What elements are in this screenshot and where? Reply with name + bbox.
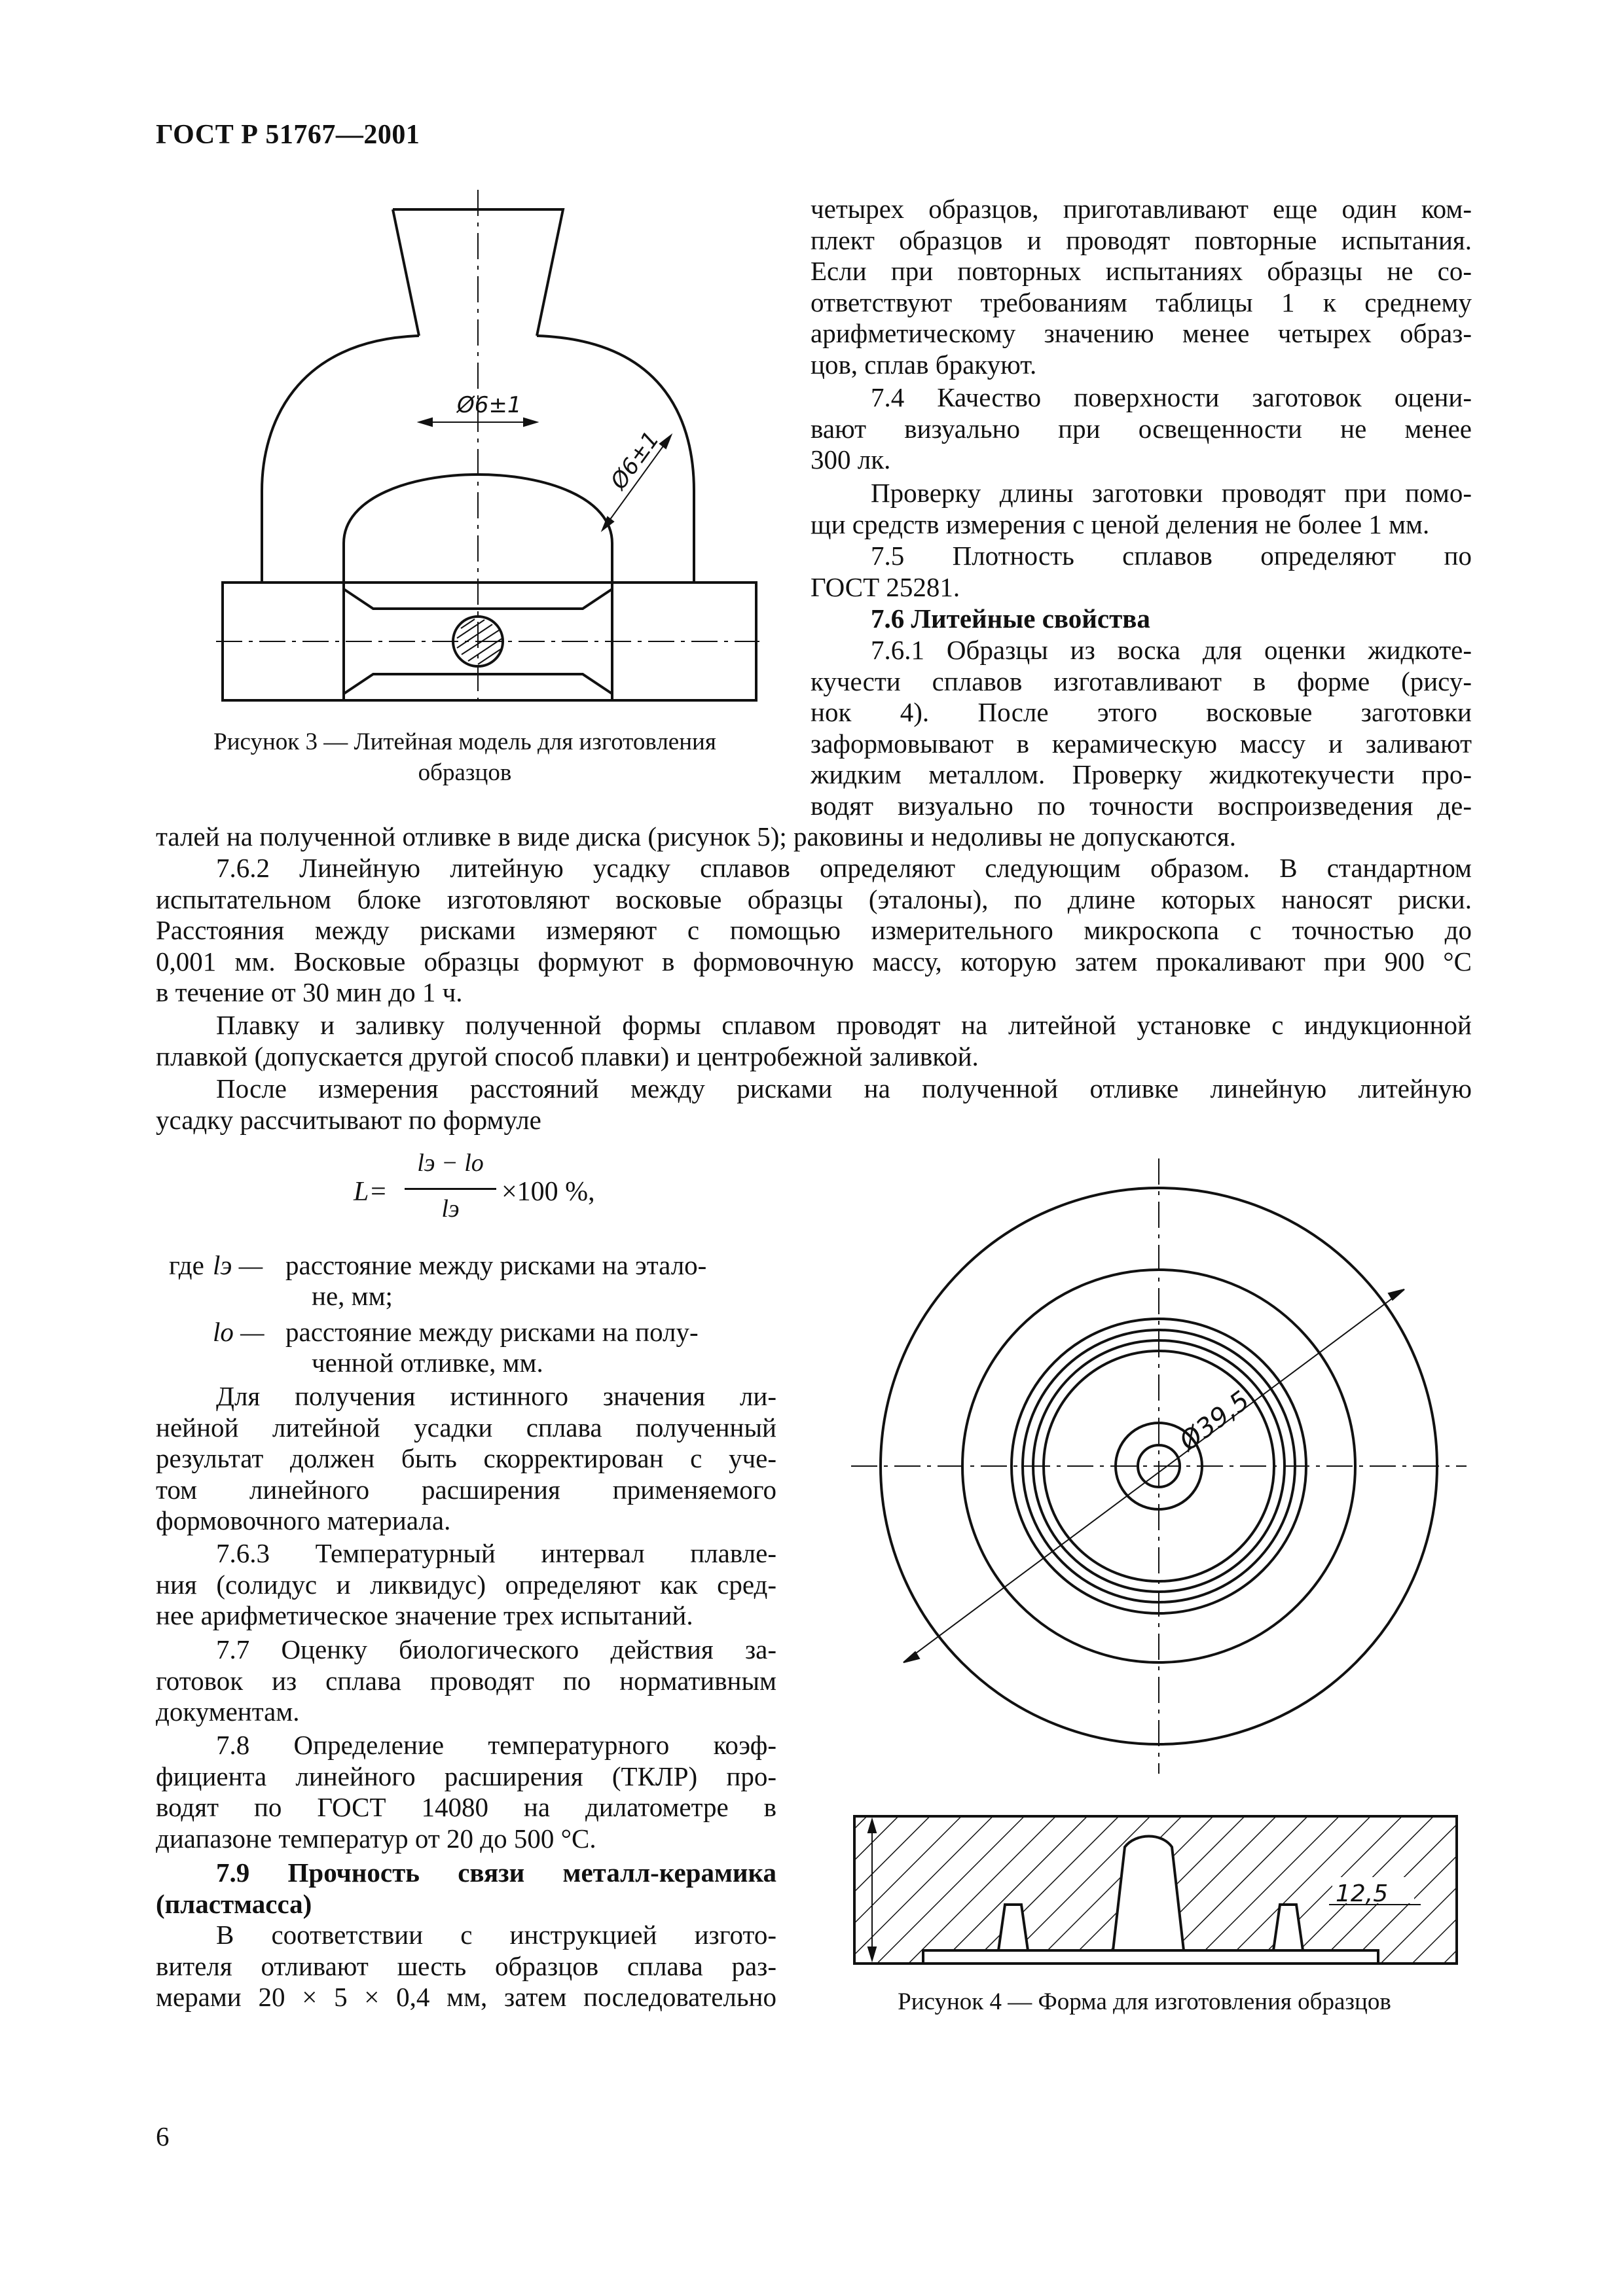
ptrue-line: нейной литейной усадки сплава полученный bbox=[156, 1412, 776, 1443]
h79-line2: (пластмасса) bbox=[156, 1888, 312, 1919]
p77-line: 7.7 Оценку биологического действия за- bbox=[216, 1634, 776, 1664]
p761-line: нок 4). После этого восковые заготовки bbox=[811, 697, 1472, 727]
paragraph-after-measure bbox=[156, 1073, 1472, 1136]
formula-lhs: L= bbox=[354, 1177, 388, 1207]
paragraph-7-4 bbox=[811, 382, 1472, 476]
right-col-continuation bbox=[811, 194, 1472, 380]
p74-line: 7.4 Качество поверхности заготовок оцени- bbox=[871, 382, 1472, 412]
p762-line: Расстояния между рисками измеряют с помощью измерительного микроскопа с точностью до bbox=[156, 915, 1472, 945]
p79-line: вителя отливают шесть образцов сплава раз- bbox=[156, 1950, 776, 1981]
p78-line: диапазоне температур от 20 до 500 °С. bbox=[156, 1823, 596, 1854]
legend-where: где bbox=[169, 1250, 204, 1280]
paragraph-7-6-1 bbox=[811, 635, 1472, 821]
p74-line: 300 лк. bbox=[811, 444, 891, 475]
pafter-line: После измерения расстояний между рисками на полученной отливке линейную литейную bbox=[216, 1073, 1472, 1103]
heading-7-9 bbox=[156, 1857, 776, 1920]
rc-line: Если при повторных испытаниях образцы не со- bbox=[811, 256, 1472, 286]
p75-line: ГОСТ 25281. bbox=[811, 571, 960, 602]
page-number: 6 bbox=[156, 2121, 170, 2151]
rc-line: ответствуют требованиям таблицы 1 к среднему bbox=[811, 287, 1472, 317]
rc-line: плект образцов и проводят повторные испытания. bbox=[811, 224, 1472, 255]
plen-line: щи средств измерения с ценой деления не более 1 мм. bbox=[811, 509, 1430, 539]
fig3-dim-a: Ø6±1 bbox=[457, 392, 522, 418]
pmelt-line: плавкой (допускается другой способ плавки) и центробежной заливкой. bbox=[156, 1041, 979, 1071]
ptrue-line: результат должен быть скорректирован с уче- bbox=[156, 1443, 776, 1473]
legend-symbol-1: lэ — bbox=[213, 1250, 263, 1280]
paragraph-melting bbox=[156, 1010, 1472, 1072]
p78-line: 7.8 Определение температурного коэф- bbox=[216, 1730, 776, 1760]
pafter-line: усадку рассчитывают по формуле bbox=[156, 1104, 541, 1135]
fig3-dim-b: Ø6±1 bbox=[605, 427, 665, 495]
figure-3-caption-line2: образцов bbox=[418, 759, 512, 786]
p762-line: 0,001 мм. Восковые образцы формуют в формовочную массу, которую затем прокаливают при 900 °С bbox=[156, 946, 1472, 977]
rc-line: арифметическому значению менее четырех образ- bbox=[811, 318, 1472, 348]
p762-line: в течение от 30 мин до 1 ч. bbox=[156, 977, 463, 1007]
p761-line: 7.6.1 Образцы из воска для оценки жидкоте- bbox=[871, 635, 1472, 665]
rc-line: цов, сплав бракуют. bbox=[811, 349, 1037, 380]
paragraph-7-5 bbox=[811, 541, 1472, 603]
rc-line: четырех образцов, приготавливают еще один ком- bbox=[811, 194, 1472, 224]
fig4-dim-diameter: Ø39,5 bbox=[1174, 1385, 1256, 1457]
p761-line: заформовывают в керамическую массу и заливают bbox=[811, 728, 1472, 759]
p761-line: кучести сплавов изготавливают в форме (рису- bbox=[811, 666, 1472, 696]
figure-3-drawing bbox=[196, 177, 786, 713]
formula-rhs: ×100 %, bbox=[501, 1177, 595, 1207]
figure-3-caption bbox=[157, 726, 773, 788]
paragraph-7-7 bbox=[156, 1634, 776, 1728]
p79-line: В соответствии с инструкцией изгото- bbox=[216, 1920, 776, 1950]
paragraph-7-8 bbox=[156, 1730, 776, 1854]
paragraph-7-6-3 bbox=[156, 1538, 776, 1632]
p763-line: нее арифметическое значение трех испытаний. bbox=[156, 1600, 693, 1630]
pmelt-line: Плавку и заливку полученной формы сплавом проводят на литейной установке с индукционной bbox=[216, 1010, 1472, 1040]
formula-numerator: lэ − lо bbox=[417, 1149, 484, 1177]
p762-line: испытательном блоке изготовляют восковые образцы (эталоны), по длине которых наносят риски. bbox=[156, 884, 1472, 914]
formula-denominator: lэ bbox=[441, 1195, 460, 1223]
p75-line: 7.5 Плотность сплавов определяют по bbox=[871, 541, 1472, 571]
p763-line: ния (солидус и ликвидус) определяют как сред- bbox=[156, 1569, 776, 1600]
ptrue-line: Для получения истинного значения ли- bbox=[216, 1381, 776, 1411]
figure-3-caption-line1: Рисунок 3 — Литейная модель для изготовления bbox=[213, 728, 716, 755]
p79-line: мерами 20 × 5 × 0,4 мм, затем последовательно bbox=[156, 1982, 776, 2012]
figure-4-section bbox=[845, 1806, 1473, 1977]
p761-line: водят визуально по точности воспроизведения де- bbox=[811, 790, 1472, 821]
p74-line: вают визуально при освещенности не менее bbox=[811, 413, 1472, 444]
figure-4-top-view bbox=[845, 1152, 1473, 1780]
plen-line: Проверку длины заготовки проводят при помо- bbox=[871, 478, 1472, 508]
legend-symbol-2: lо — bbox=[213, 1317, 264, 1347]
h79-line1: 7.9 Прочность связи металл-керамика bbox=[216, 1857, 776, 1888]
figure-4-caption: Рисунок 4 — Форма для изготовления образцов bbox=[898, 1988, 1391, 2015]
p761-line: жидким металлом. Проверку жидкотекучести про- bbox=[811, 759, 1472, 789]
ptrue-line: том линейного расширения применяемого bbox=[156, 1474, 776, 1505]
document-header: ГОСТ Р 51767—2001 bbox=[156, 120, 420, 150]
p763-line: 7.6.3 Температурный интервал плавле- bbox=[216, 1538, 776, 1568]
paragraph-7-6-1-end: талей на полученной отливке в виде диска (рисунок 5); раковины и недоливы не допускаются. bbox=[156, 821, 1236, 852]
formula bbox=[354, 1149, 629, 1240]
p78-line: фициента линейного расширения (ТКЛР) про- bbox=[156, 1761, 776, 1791]
fig4-dim-roughness: 12,5 bbox=[1336, 1880, 1389, 1907]
paragraph-7-9 bbox=[156, 1920, 776, 2013]
legend-desc-1-l1: расстояние между рисками на этало- bbox=[285, 1250, 707, 1280]
ptrue-line: формовочного материала. bbox=[156, 1505, 451, 1535]
p762-line: 7.6.2 Линейную литейную усадку сплавов определяют следующим образом. В стандартном bbox=[216, 853, 1472, 883]
legend-desc-2-l2: ченной отливке, мм. bbox=[312, 1348, 543, 1378]
formula-fraction-bar bbox=[405, 1188, 496, 1190]
paragraph-true-value bbox=[156, 1381, 776, 1537]
p77-line: документам. bbox=[156, 1696, 300, 1727]
p77-line: готовок из сплава проводят по нормативным bbox=[156, 1665, 776, 1696]
paragraph-7-6-2 bbox=[156, 853, 1472, 1009]
legend-desc-1-l2: не, мм; bbox=[312, 1281, 393, 1311]
paragraph-length-check bbox=[811, 478, 1472, 540]
p78-line: водят по ГОСТ 14080 на дилатометре в bbox=[156, 1792, 776, 1822]
legend-desc-2-l1: расстояние между рисками на полу- bbox=[285, 1317, 699, 1347]
heading-7-6: 7.6 Литейные свойства bbox=[871, 603, 1150, 634]
